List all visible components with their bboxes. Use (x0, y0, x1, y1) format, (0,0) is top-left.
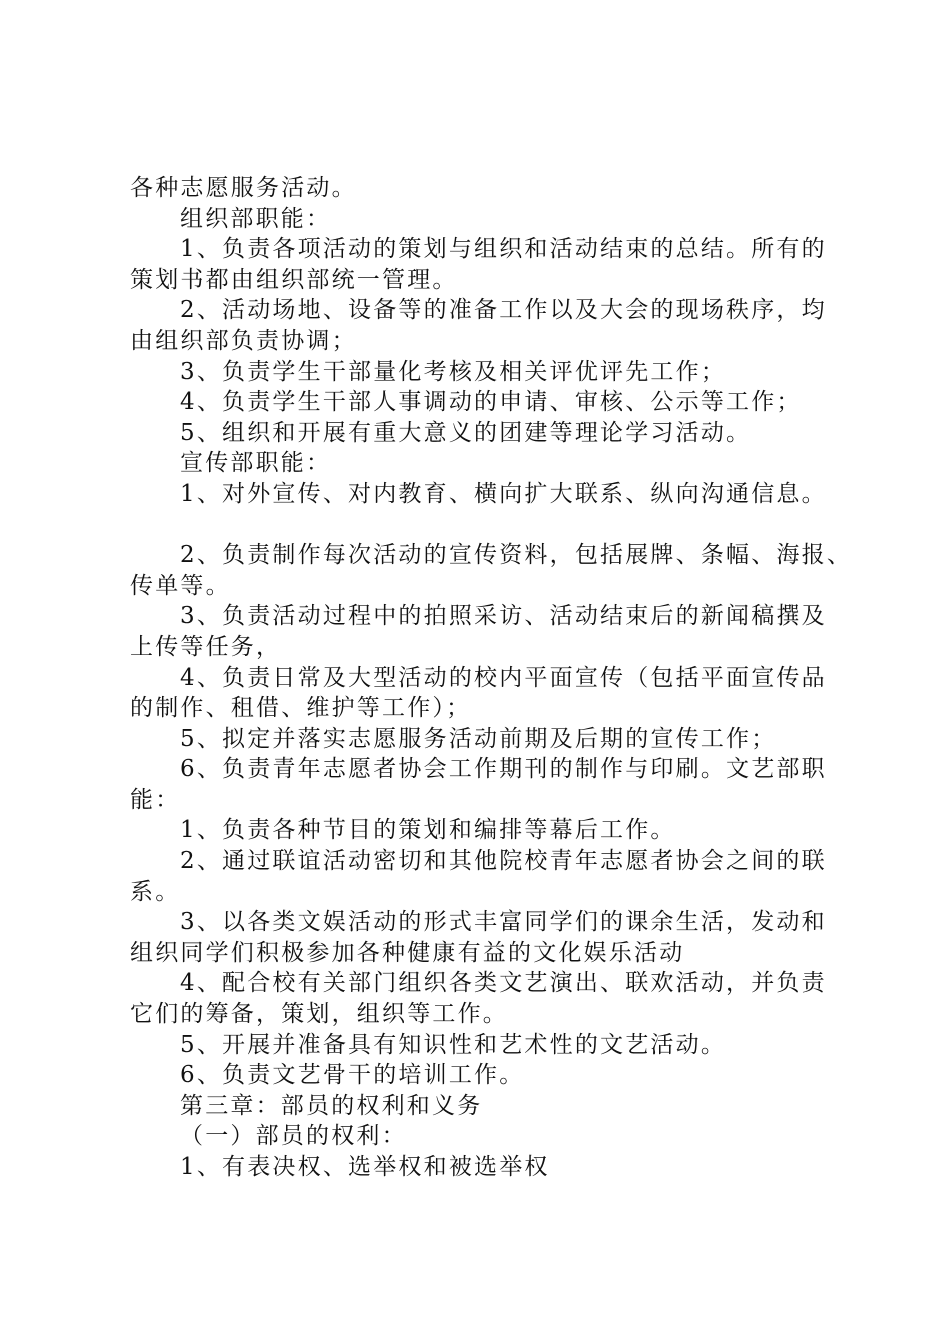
text-line: 宣传部职能： (180, 450, 332, 477)
text-line: 5、开展并准备具有知识性和艺术性的文艺活动。 (180, 1031, 727, 1058)
text-line: 组织部职能： (180, 205, 332, 232)
text-line: 3、负责学生干部量化考核及相关评优评先工作； (180, 358, 727, 385)
text-line: 由组织部负责协调； (130, 327, 357, 354)
text-line: 上传等任务， (130, 633, 282, 660)
document-body (130, 173, 853, 1183)
text-line: 5、拟定并落实志愿服务活动前期及后期的宣传工作； (180, 725, 777, 752)
text-line: 3、负责活动过程中的拍照采访、活动结束后的新闻稿撰及 (180, 603, 827, 630)
text-line: 能： (130, 786, 181, 813)
text-line: 4、配合校有关部门组织各类文艺演出、联欢活动，并负责 (180, 970, 827, 997)
text-line: 它们的筹备，策划，组织等工作。 (130, 1001, 508, 1028)
text-line: 5、组织和开展有重大意义的团建等理论学习活动。 (180, 419, 752, 446)
text-line: 6、负责青年志愿者协会工作期刊的制作与印刷。文艺部职 (180, 756, 827, 783)
text-line: 的制作、租借、维护等工作）； (130, 695, 472, 722)
text-line: 2、通过联谊活动密切和其他院校青年志愿者协会之间的联 (180, 848, 827, 875)
text-line: 4、负责日常及大型活动的校内平面宣传（包括平面宣传品 (180, 664, 827, 691)
text-line: 1、对外宣传、对内教育、横向扩大联系、纵向沟通信息。 (180, 480, 827, 507)
text-line: 传单等。 (130, 572, 231, 599)
text-line: 第三章：部员的权利和义务 (180, 1092, 483, 1119)
text-line: 2、活动场地、设备等的准备工作以及大会的现场秩序，均 (180, 297, 827, 324)
blank-line (130, 510, 850, 541)
text-line: 各种志愿服务活动。 (130, 175, 357, 201)
text-line: 组织同学们积极参加各种健康有益的文化娱乐活动 (130, 939, 685, 966)
text-line: 2、负责制作每次活动的宣传资料，包括展牌、条幅、海报、 (180, 542, 853, 569)
text-line: （一）部员的权利： (180, 1123, 407, 1150)
text-line: 6、负责文艺骨干的培训工作。 (180, 1062, 525, 1089)
text-line: 系。 (130, 878, 181, 905)
text-line: 1、负责各项活动的策划与组织和活动结束的总结。所有的 (180, 236, 827, 263)
text-line: 3、以各类文娱活动的形式丰富同学们的课余生活，发动和 (180, 909, 827, 936)
text-line: 1、有表决权、选举权和被选举权 (180, 1154, 550, 1180)
text-line: 4、负责学生干部人事调动的申请、审核、公示等工作； (180, 389, 802, 416)
text-line: 1、负责各种节目的策划和编排等幕后工作。 (180, 817, 676, 844)
text-line: 策划书都由组织部统一管理。 (130, 266, 458, 293)
